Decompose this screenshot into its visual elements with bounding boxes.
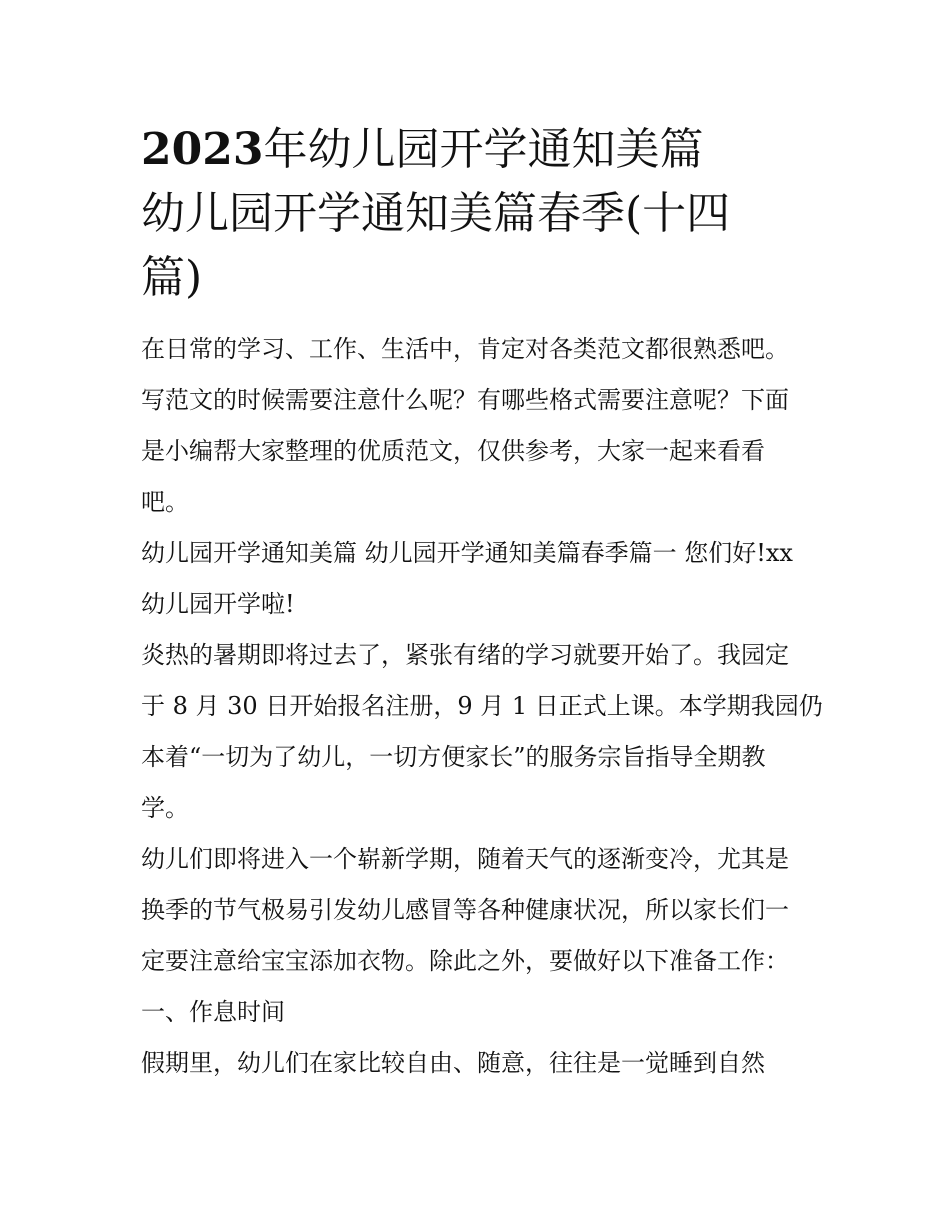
section-heading-line: 一、作息时间 (141, 998, 285, 1026)
title-line-1 (141, 118, 813, 182)
intro-line-2: 写范文的时候需要注意什么呢？有哪些格式需要注意呢？下面 (141, 386, 789, 414)
document-content (141, 118, 823, 1089)
greeting-line-2: 幼儿园开学啦! (141, 590, 295, 618)
title-line-1-text: 年幼儿园开学通知美篇 (263, 124, 704, 175)
section-heading-schedule (141, 987, 813, 1038)
greeting-paragraph (141, 528, 813, 630)
title-line-3: 篇) (141, 252, 203, 303)
registration-line-3: 本着“一切为了幼儿，一切方便家长”的服务宗旨指导全期教 (141, 743, 766, 771)
health-line-3: 定要注意给宝宝添加衣物。除此之外，要做好以下准备工作： (141, 947, 789, 975)
title-line-2: 幼儿园开学通知美篇春季(十四 (141, 188, 731, 239)
health-paragraph (141, 834, 813, 987)
health-line-1: 幼儿们即将进入一个崭新学期，随着天气的逐渐变冷，尤其是 (141, 845, 789, 873)
intro-line-3: 是小编帮大家整理的优质范文，仅供参考，大家一起来看看 (141, 437, 765, 465)
intro-line-4: 吧。 (141, 488, 189, 516)
registration-line-1: 炎热的暑期即将过去了，紧张有绪的学习就要开始了。我园定 (141, 641, 789, 669)
title-year: 2023 (141, 124, 264, 175)
registration-line-2: 于 8 月 30 日开始报名注册，9 月 1 日正式上课。本学期我园仍 (141, 692, 823, 720)
schedule-paragraph (141, 1038, 813, 1089)
document-title (141, 118, 813, 310)
registration-line-4: 学。 (141, 794, 189, 822)
registration-paragraph (141, 630, 823, 834)
health-line-2: 换季的节气极易引发幼儿感冒等各种健康状况，所以家长们一 (141, 896, 789, 924)
intro-paragraph (141, 324, 813, 528)
greeting-line-1: 幼儿园开学通知美篇 幼儿园开学通知美篇春季篇一 您们好!xx (141, 539, 793, 567)
intro-line-1: 在日常的学习、工作、生活中，肯定对各类范文都很熟悉吧。 (141, 335, 789, 363)
schedule-line-1: 假期里，幼儿们在家比较自由、随意，往往是一觉睡到自然 (141, 1049, 765, 1077)
